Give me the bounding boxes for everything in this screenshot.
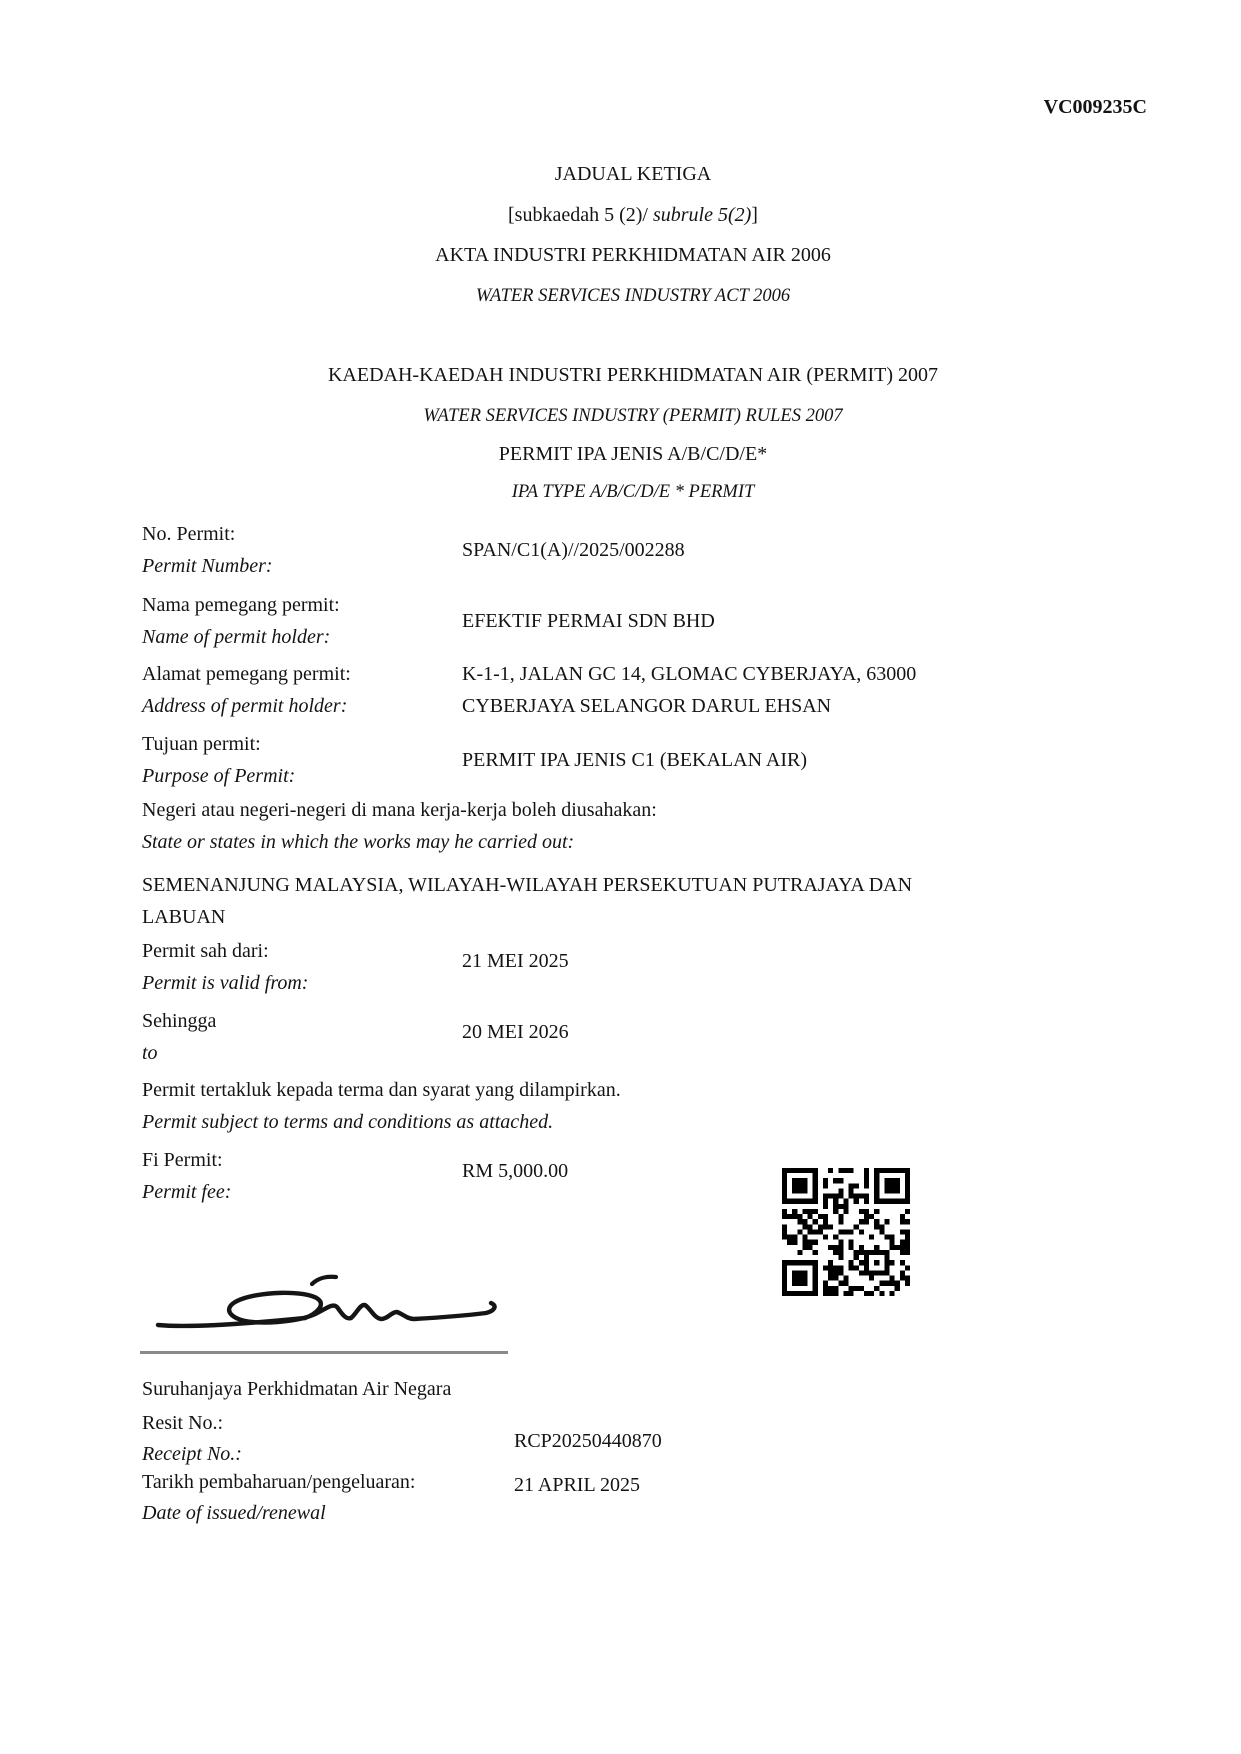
receipt-value: RCP20250440870 xyxy=(514,1430,662,1452)
holder-name-value: EFEKTIF PERMAI SDN BHD xyxy=(462,610,715,632)
schedule-title: JADUAL KETIGA xyxy=(554,163,712,185)
valid-to-label-en: to xyxy=(142,1042,158,1064)
permit-no-value: SPAN/C1(A)//2025/002288 xyxy=(462,539,685,561)
issue-date-label-en: Date of issued/renewal xyxy=(142,1502,326,1524)
holder-name-label-en: Name of permit holder: xyxy=(142,626,331,648)
permit-type-ms: PERMIT IPA JENIS A/B/C/D/E* xyxy=(498,443,768,465)
rules-title-en: WATER SERVICES INDUSTRY (PERMIT) RULES 2007 xyxy=(423,406,843,426)
signature-rule xyxy=(140,1351,508,1354)
act-title-ms: AKTA INDUSTRI PERKHIDMATAN AIR 2006 xyxy=(435,244,831,266)
act-title-en: WATER SERVICES INDUSTRY ACT 2006 xyxy=(475,286,791,306)
permit-type-en: IPA TYPE A/B/C/D/E * PERMIT xyxy=(511,482,755,502)
holder-name-label-ms: Nama pemegang permit: xyxy=(142,594,340,616)
qr-code-icon xyxy=(782,1168,910,1296)
receipt-label-en: Receipt No.: xyxy=(142,1443,242,1465)
rules-title-ms: KAEDAH-KAEDAH INDUSTRI PERKHIDMATAN AIR (PERMIT) 2007 xyxy=(327,364,939,386)
issue-date-label-ms: Tarikh pembaharuan/pengeluaran: xyxy=(142,1471,416,1493)
receipt-label-ms: Resit No.: xyxy=(142,1412,224,1434)
valid-from-value: 21 MEI 2025 xyxy=(462,950,569,972)
holder-address-label-ms: Alamat pemegang permit: xyxy=(142,663,351,685)
purpose-label-en: Purpose of Permit: xyxy=(142,765,296,787)
valid-to-label-ms: Sehingga xyxy=(142,1010,217,1032)
issue-date-value: 21 APRIL 2025 xyxy=(514,1474,640,1496)
holder-address-label-en: Address of permit holder: xyxy=(142,695,348,717)
purpose-value: PERMIT IPA JENIS C1 (BEKALAN AIR) xyxy=(462,749,808,771)
states-label-ms: Negeri atau negeri-negeri di mana kerja-kerja boleh diusahakan: xyxy=(142,799,657,821)
holder-address-value-line2: CYBERJAYA SELANGOR DARUL EHSAN xyxy=(462,695,832,717)
subrule-prefix: [subkaedah 5 (2)/ xyxy=(508,204,653,226)
states-value: SEMENANJUNG MALAYSIA, WILAYAH-WILAYAH PERSEKUTUAN PUTRAJAYA DAN LABUAN xyxy=(142,874,913,928)
holder-address-value-line1: K-1-1, JALAN GC 14, GLOMAC CYBERJAYA, 63000 xyxy=(462,663,917,685)
fee-label-ms: Fi Permit: xyxy=(142,1149,223,1171)
document-code: VC009235C xyxy=(1043,96,1147,118)
subrule-suffix: ] xyxy=(751,204,758,226)
purpose-label-ms: Tujuan permit: xyxy=(142,733,261,755)
signature-icon xyxy=(140,1258,510,1338)
states-label-en: State or states in which the works may he carried out: xyxy=(142,831,575,853)
terms-note-ms: Permit tertakluk kepada terma dan syarat yang dilampirkan. xyxy=(142,1079,621,1101)
valid-from-label-en: Permit is valid from: xyxy=(142,972,309,994)
valid-from-label-ms: Permit sah dari: xyxy=(142,940,269,962)
subrule-italic: subrule 5(2) xyxy=(652,204,752,226)
permit-no-label-ms: No. Permit: xyxy=(142,523,236,545)
authority-name: Suruhanjaya Perkhidmatan Air Negara xyxy=(142,1378,452,1400)
permit-no-label-en: Permit Number: xyxy=(142,555,273,577)
terms-note-en: Permit subject to terms and conditions as attached. xyxy=(142,1111,554,1133)
fee-label-en: Permit fee: xyxy=(142,1181,232,1203)
valid-to-value: 20 MEI 2026 xyxy=(462,1021,569,1043)
subrule-line xyxy=(144,202,1122,228)
fee-value: RM 5,000.00 xyxy=(462,1160,569,1182)
